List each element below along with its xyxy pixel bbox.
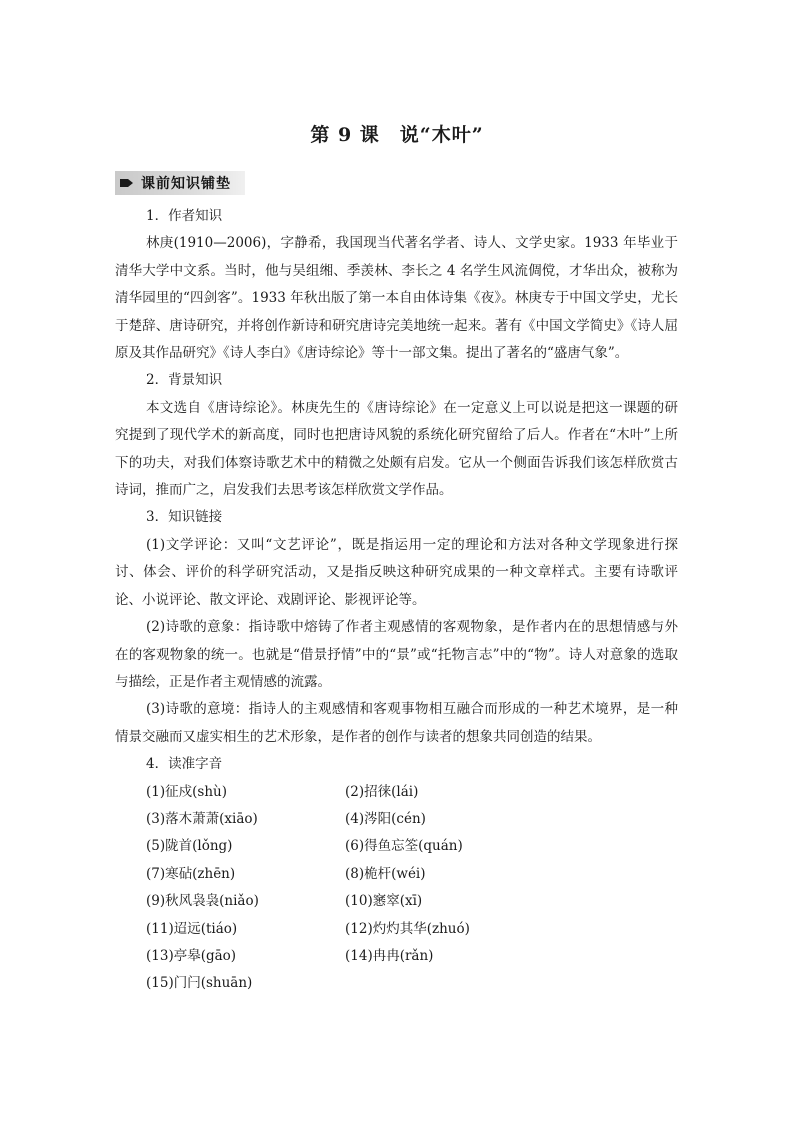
author-paragraph: 林庚(1910—2006)，字静希，我国现当代著名学者、诗人、文学史家。1933 年毕业于清华大学中文系。当时，他与吴组缃、季羡林、李长之 4 名学生风流倜傥，才华出众，被称为清华园里的“四剑客”。1933 年秋出版了第一本自由体诗集《夜》。林庚专于中国文学史，尤长于楚辞、唐诗研究，并将创作新诗和研究唐诗完美地统一起来。著有《中国文学简史》《诗人屈原及其作品研究》《诗人李白》《唐诗综论》等十一部文集。提出了著名的“盛唐气象”。: [115, 235, 678, 362]
document-body: [115, 203, 678, 998]
link-item: (1)文学评论：又叫“文艺评论”，既是指运用一定的理论和方法对各种文学现象进行探讨、体会、评价的科学研究活动，又是指反映这种研究成果的一种文章样式。主要有诗歌评论、小说评论、散文评论、戏剧评论、影视评论等。: [115, 536, 678, 608]
pronunciation-item: (15)门闩(shuān): [146, 975, 253, 992]
links-heading: 3．知识链接: [146, 509, 223, 526]
pronunciation-item: (13)亭皋(gāo): [146, 947, 237, 964]
pronunciation-item: (8)桅杆(wéi): [345, 865, 426, 882]
pronunciation-item: (11)迢远(tiáo): [146, 920, 238, 937]
link-item: (2)诗歌的意象：指诗歌中熔铸了作者主观感情的客观物象，是作者内在的思想情感与外在的客观物象的统一。也就是“借景抒情”中的“景”或“托物言志”中的“物”。诗人对意象的选取与描绘，正是作者主观情感的流露。: [115, 619, 678, 690]
pronunciation-item: (6)得鱼忘筌(quán): [345, 838, 463, 855]
pronunciation-item: (3)落木萧萧(xiāo): [146, 810, 258, 827]
pronunciation-item: (4)涔阳(cén): [345, 810, 426, 827]
pronunciation-item: (7)寒砧(zhēn): [146, 865, 236, 882]
pronunciation-list: [115, 779, 678, 998]
pronunciation-item: (12)灼灼其华(zhuó): [345, 920, 470, 937]
pronunciation-item: (1)征戍(shù): [146, 783, 227, 800]
arrow-pointer-icon: [119, 177, 135, 189]
pronunciation-item: (9)秋风袅袅(niǎo): [146, 893, 259, 910]
page-title: 第 9 课 说“木叶”: [310, 124, 484, 146]
background-heading: 2．背景知识: [146, 372, 223, 389]
pronunciation-item: (2)招徕(lái): [345, 783, 419, 800]
pronunciation-heading: 4．读准字音: [146, 756, 223, 773]
section-header: [115, 171, 245, 195]
pronunciation-item: (10)窸窣(xī): [345, 893, 423, 910]
background-paragraph: 本文选自《唐诗综论》。林庚先生的《唐诗综论》在一定意义上可以说是把这一课题的研究提到了现代学术的新高度，同时也把唐诗风貌的系统化研究留给了后人。作者在“木叶”上所下的功夫，对我们体察诗歌艺术中的精微之处颇有启发。它从一个侧面告诉我们该怎样欣赏古诗词，推而广之，启发我们去思考该怎样欣赏文学作品。: [115, 399, 678, 499]
pronunciation-item: (5)陇首(lǒng): [146, 838, 233, 855]
link-item: (3)诗歌的意境：指诗人的主观感情和客观事物相互融合而形成的一种艺术境界，是一种情景交融而又虚实相生的艺术形象，是作者的创作与读者的想象共同创造的结果。: [115, 701, 678, 745]
author-heading: 1．作者知识: [146, 208, 223, 224]
pronunciation-item: (14)冉冉(rǎn): [345, 947, 434, 964]
section-label: 课前知识铺垫: [141, 176, 231, 192]
